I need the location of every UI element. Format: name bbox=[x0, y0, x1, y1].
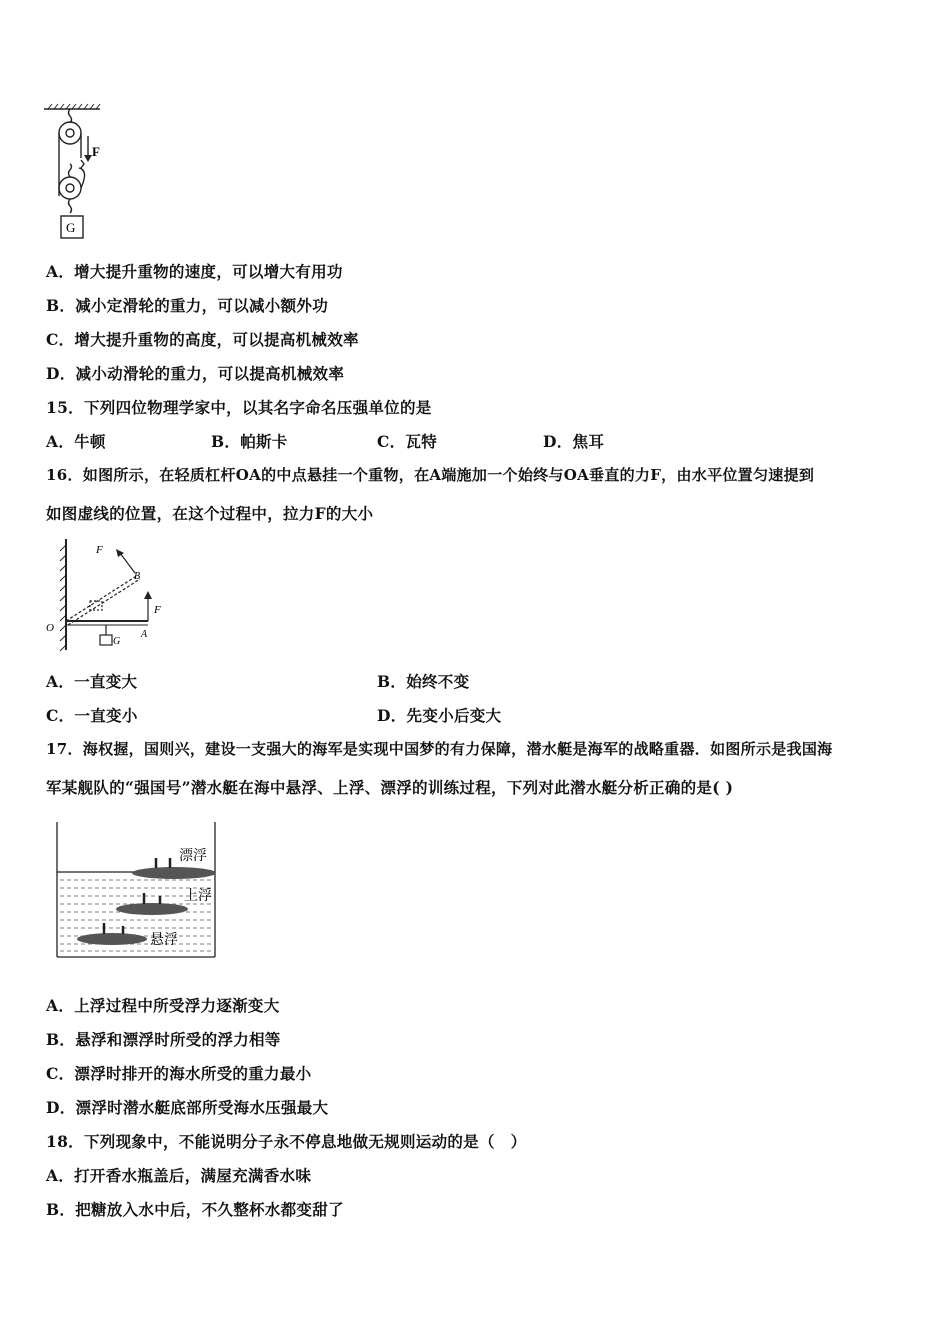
q15-stem: 15．下列四位物理学家中，以其名字命名压强单位的是 bbox=[46, 398, 432, 417]
label-b: B bbox=[134, 571, 141, 582]
q18-option-b: B．把糖放入水中后，不久整杯水都变甜了 bbox=[46, 1200, 344, 1219]
label-f-right: F bbox=[154, 604, 161, 616]
label-a: A bbox=[141, 629, 148, 640]
q15-option-a: A．牛顿 bbox=[46, 432, 106, 451]
q18-stem: 18．下列现象中，不能说明分子永不停息地做无规则运动的是（ ） bbox=[46, 1132, 527, 1151]
q16-option-b: B．始终不变 bbox=[377, 672, 470, 691]
q17-stem-line2: 军某舰队的“强国号”潜水艇在海中悬浮、上浮、漂浮的训练过程，下列对此潜水艇分析正确的是( ) bbox=[46, 778, 734, 797]
q17-option-d: D．漂浮时潜水艇底部所受海水压强最大 bbox=[46, 1098, 329, 1117]
q16-stem-line1: 16．如图所示，在轻质杠杆OA的中点悬挂一个重物，在A端施加一个始终与OA垂直的力F，由水平位置匀速提到 bbox=[46, 466, 815, 484]
q15-option-b: B．帕斯卡 bbox=[211, 432, 288, 451]
q14-option-a: A．增大提升重物的速度，可以增大有用功 bbox=[46, 262, 343, 281]
q14-option-d: D．减小动滑轮的重力，可以提高机械效率 bbox=[46, 364, 345, 383]
label-float: 漂浮 bbox=[179, 848, 207, 864]
label-rise: 上浮 bbox=[184, 888, 212, 904]
pulley-figure bbox=[40, 100, 120, 248]
label-g: G bbox=[113, 636, 121, 647]
q18-option-a: A．打开香水瓶盖后，满屋充满香水味 bbox=[46, 1166, 312, 1185]
q15-option-d: D．焦耳 bbox=[543, 432, 605, 451]
q14-option-b: B．减小定滑轮的重力，可以减小额外功 bbox=[46, 296, 329, 315]
q17-option-a: A．上浮过程中所受浮力逐渐变大 bbox=[46, 996, 280, 1015]
label-o: O bbox=[46, 622, 54, 634]
q15-option-c: C．瓦特 bbox=[377, 432, 438, 451]
q16-option-c: C．一直变小 bbox=[46, 706, 138, 725]
weight-label: G bbox=[66, 220, 76, 235]
q16-option-d: D．先变小后变大 bbox=[377, 706, 502, 725]
q14-option-c: C．增大提升重物的高度，可以提高机械效率 bbox=[46, 330, 359, 349]
q17-option-b: B．悬浮和漂浮时所受的浮力相等 bbox=[46, 1030, 281, 1049]
q16-stem-line2: 如图虚线的位置，在这个过程中，拉力F的大小 bbox=[46, 504, 374, 523]
submarine-figure bbox=[52, 820, 222, 962]
q17-option-c: C．漂浮时排开的海水所受的重力最小 bbox=[46, 1064, 312, 1083]
q16-option-a: A．一直变大 bbox=[46, 672, 138, 691]
lever-figure bbox=[40, 535, 175, 655]
label-suspend: 悬浮 bbox=[150, 932, 178, 948]
force-label: F bbox=[92, 144, 100, 159]
q17-stem-line1: 17．海权握，国则兴，建设一支强大的海军是实现中国梦的有力保障，潜水艇是海军的战略重器．如图所示是我国海 bbox=[46, 740, 833, 758]
label-f-top: F bbox=[96, 544, 103, 556]
